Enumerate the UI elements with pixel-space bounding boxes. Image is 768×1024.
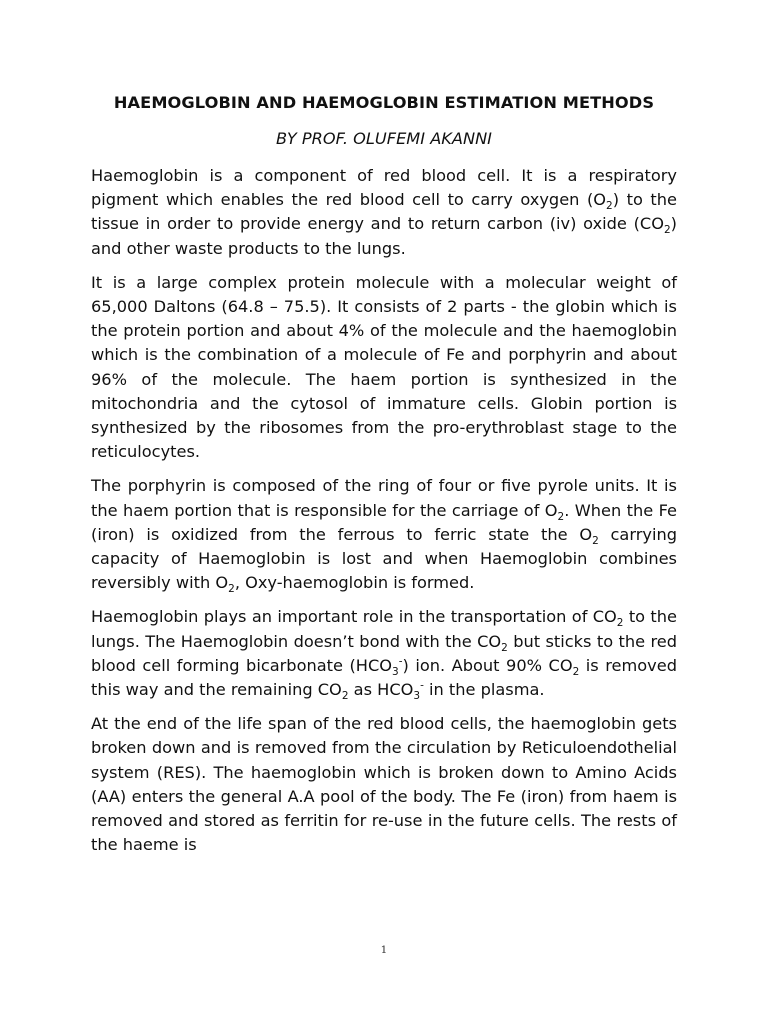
paragraph-text: The porphyrin is composed of the ring of four or five pyrole units. It is the haem portion that is responsible for the carriage of O [91,476,677,520]
subscript-2: 2 [663,224,671,237]
subscript-2: 2 [572,666,580,679]
subscript-2: 2 [557,510,565,523]
paragraph-text: ) to the tissue in order to provide energy and to return carbon (iv) oxide (CO [91,190,677,234]
subscript-2: 2 [501,641,508,654]
subscript-2: 2 [616,617,624,630]
paragraph-text: Haemoglobin is a component of red blood cell. It is a respiratory pigment which enables the red blood cell to carry oxygen (O [91,166,677,210]
document-title: HAEMOGLOBIN AND HAEMOGLOBIN ESTIMATION METHODS [113,93,655,112]
page-number: 1 [380,944,388,956]
paragraph-text: ) and other waste products to the lungs. [91,214,677,258]
subscript-3: 3 [413,690,421,703]
document-body [91,90,677,857]
paragraph-red-cell-breakdown [91,712,677,857]
subscript-2: 2 [592,535,599,548]
paragraph-text: , Oxy-haemoglobin is formed. [234,573,475,593]
paragraph-text: It is a large complex protein molecule with a molecular weight of 65,000 Daltons (64.8 – 75.5). It consists of 2 parts - the globin which is the protein portion and about 4% of the molecule and the haemoglobin which is the combination of a molecule of Fe and porphyrin and about 96% of the molecule. The haem portion is synthesized in the mitochondria and the cytosol of immature cells. Globin portion is synthesized by the ribosomes from the pro-erythroblast stage to the reticulocytes. [91,272,677,462]
paragraph-text: . When the Fe (iron) is oxidized from the ferrous to ferric state the O [91,500,678,544]
paragraph-text: is removed this way and the remaining CO [91,655,677,700]
subscript-3: 3 [392,666,399,679]
superscript-minus: - [398,655,403,668]
subscript-2: 2 [341,690,349,703]
paragraph-porphyrin [91,474,677,595]
paragraph-text: ) ion. About 90% CO [402,655,573,675]
paragraph-text: as HCO [348,680,414,700]
paragraph-text: Haemoglobin plays an important role in the transportation of CO [91,607,617,627]
paragraph-text: carrying capacity of Haemoglobin is lost and when Haemoglobin combines reversibly with O [91,524,677,593]
superscript-minus: - [420,679,424,692]
paragraph-haemoglobin-intro [91,164,677,261]
paragraph-text: but sticks to the red blood cell forming bicarbonate (HCO [91,631,677,675]
paragraph-text: At the end of the life span of the red blood cells, the haemoglobin gets broken down and is removed from the circulation by Reticuloendothelial system (RES). The haemoglobin which is broken down to Amino Acids (AA) enters the general A.A pool of the body. The Fe (iron) from haem is removed and stored as ferritin for re-use in the future cells. The rests of the haeme is [91,714,677,855]
paragraph-text: to the lungs. The Haemoglobin doesn’t bond with the CO [91,607,678,651]
paragraph-text: in the plasma. [423,680,545,700]
paragraph-co2-transport [91,605,677,702]
subscript-2: 2 [606,200,613,213]
paragraph-molecular-structure [91,271,677,465]
subscript-2: 2 [228,583,235,596]
author-byline: BY PROF. OLUFEMI AKANNI [276,129,492,148]
